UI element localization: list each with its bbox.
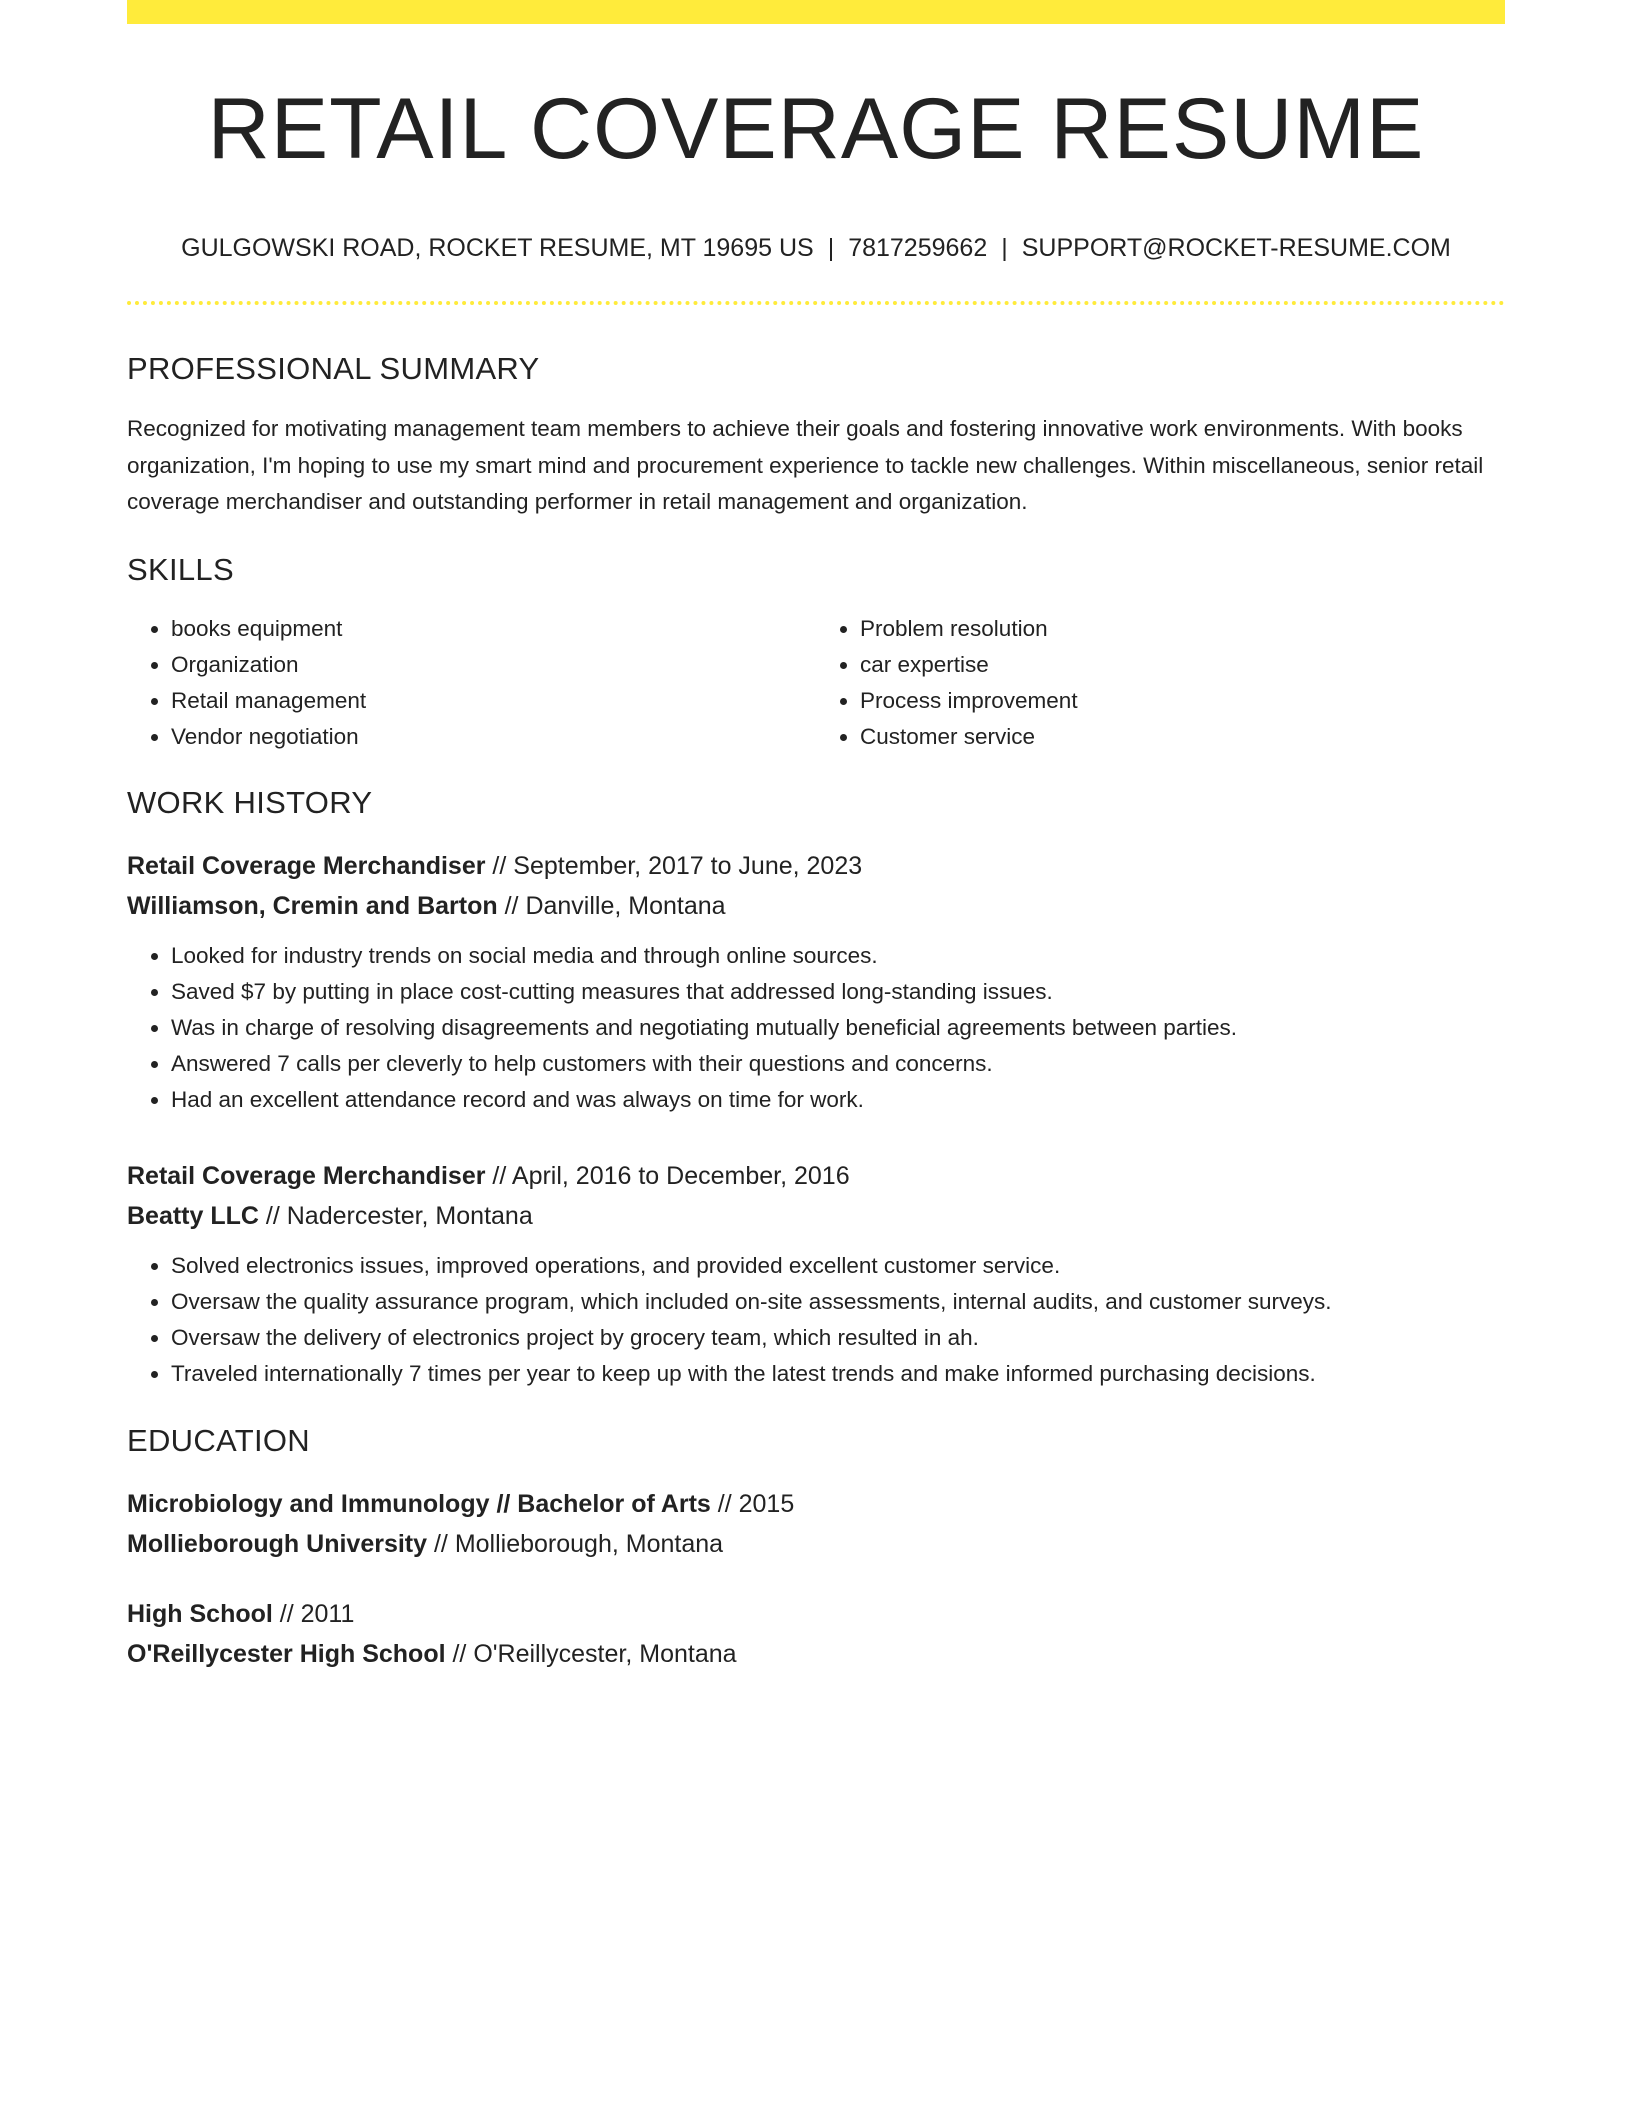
job-bullet: • Oversaw the delivery of electronics project by grocery team, which resulted in ah. — [171, 1320, 1505, 1356]
job-bullets — [127, 938, 1505, 1118]
job-dates: // April, 2016 to December, 2016 — [485, 1161, 850, 1190]
job-company: Williamson, Cremin and Barton — [127, 891, 498, 920]
education-heading: EDUCATION — [127, 1422, 310, 1458]
job-bullet: • Had an excellent attendance record and was always on time for work. — [171, 1082, 1505, 1118]
education-school: O'Reillycester High School — [127, 1640, 446, 1669]
dotted-divider — [127, 301, 1505, 305]
summary-text: Recognized for motivating management team members to achieve their goals and fostering innovative work environments. With books organization, I'm hoping to use my smart mind and procurement experience to tackle new challenges. Within miscellaneous, senior retail coverage merchandiser and outstanding performer in retail management and organization. — [127, 416, 1484, 515]
education-school-line — [127, 1524, 1505, 1564]
job-company: Beatty LLC — [127, 1201, 259, 1230]
skills-heading: SKILLS — [127, 551, 234, 587]
job-bullet: • Oversaw the quality assurance program, which included on-site assessments, internal audits, and customer surveys. — [171, 1284, 1505, 1320]
contact-address: GULGOWSKI ROAD, ROCKET RESUME, MT 19695 US — [181, 233, 814, 262]
job-bullet: • Answered 7 calls per cleverly to help customers with their questions and concerns. — [171, 1046, 1505, 1082]
education-location: // O'Reillycester, Montana — [445, 1640, 737, 1669]
contact-email: SUPPORT@ROCKET-RESUME.COM — [1021, 233, 1451, 262]
job-entry — [127, 1156, 1505, 1392]
education-year: // 2015 — [710, 1490, 795, 1519]
skill-item: • Retail management — [171, 683, 816, 719]
job-bullet: • Solved electronics issues, improved operations, and provided excellent customer service. — [171, 1248, 1505, 1284]
skill-item: • Customer service — [860, 719, 1505, 755]
accent-bar — [127, 0, 1505, 24]
skills-column-left — [127, 611, 816, 755]
job-dates: // September, 2017 to June, 2023 — [485, 851, 863, 880]
job-bullets — [127, 1248, 1505, 1392]
job-company-line — [127, 886, 1505, 926]
skill-item: • Organization — [171, 647, 816, 683]
skill-item: • Vendor negotiation — [171, 719, 816, 755]
job-location: // Nadercester, Montana — [258, 1201, 533, 1230]
job-company-line — [127, 1196, 1505, 1236]
job-role: Retail Coverage Merchandiser — [127, 1161, 486, 1190]
job-bullet: • Was in charge of resolving disagreements and negotiating mutually beneficial agreements between parties. — [171, 1010, 1505, 1046]
job-role: Retail Coverage Merchandiser — [127, 851, 486, 880]
job-title-line — [127, 1156, 1505, 1196]
job-entry — [127, 846, 1505, 1118]
education-degree-line — [127, 1484, 1505, 1524]
job-bullet: • Looked for industry trends on social media and through online sources. — [171, 938, 1505, 974]
job-bullet: • Traveled internationally 7 times per year to keep up with the latest trends and make informed purchasing decisions. — [171, 1356, 1505, 1392]
education-degree: Microbiology and Immunology // Bachelor of Arts — [127, 1490, 711, 1519]
skills-list — [127, 611, 1505, 755]
education-degree-line — [127, 1594, 1505, 1634]
skill-item: • Problem resolution — [860, 611, 1505, 647]
resume-title: RETAIL COVERAGE RESUME — [207, 81, 1425, 177]
contact-line — [127, 233, 1505, 263]
education-entry — [127, 1594, 1505, 1674]
skills-column-right — [816, 611, 1505, 755]
contact-separator: | — [827, 233, 835, 262]
job-title-line — [127, 846, 1505, 886]
summary-heading: PROFESSIONAL SUMMARY — [127, 350, 540, 386]
education-year: // 2011 — [272, 1600, 355, 1629]
education-degree: High School — [127, 1600, 273, 1629]
job-location: // Danville, Montana — [497, 891, 726, 920]
education-school: Mollieborough University — [127, 1530, 428, 1559]
education-entry — [127, 1484, 1505, 1564]
resume-page — [127, 0, 1505, 1674]
skill-item: • car expertise — [860, 647, 1505, 683]
contact-phone: 7817259662 — [848, 233, 988, 262]
skill-item: • Process improvement — [860, 683, 1505, 719]
education-location: // Mollieborough, Montana — [427, 1530, 724, 1559]
contact-separator: | — [1001, 233, 1008, 262]
skill-item: • books equipment — [171, 611, 816, 647]
job-bullet: • Saved $7 by putting in place cost-cutting measures that addressed long-standing issues. — [171, 974, 1505, 1010]
work-history-heading: WORK HISTORY — [127, 784, 373, 820]
education-school-line — [127, 1634, 1505, 1674]
